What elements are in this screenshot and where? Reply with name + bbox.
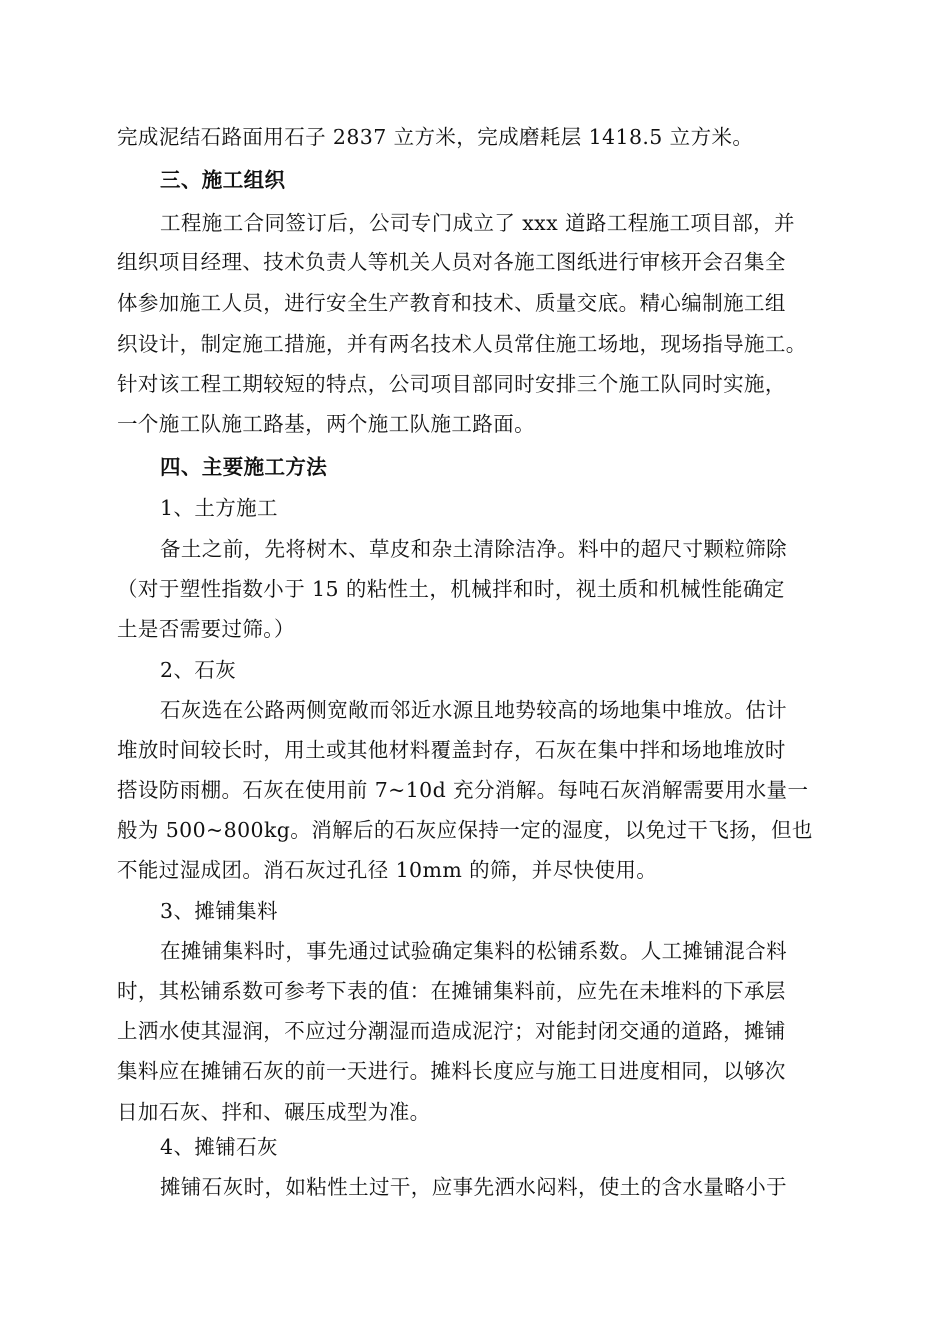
paragraph-line: （对于塑性指数小于 15 的粘性土，机械拌和时，视土质和机械性能确定 [117, 577, 785, 601]
paragraph-line: 备土之前，先将树木、草皮和杂土清除洁净。料中的超尺寸颗粒筛除 [160, 537, 787, 561]
paragraph-line: 工程施工合同签订后，公司专门成立了 xxx 道路工程施工项目部，并 [160, 211, 795, 235]
paragraph-line: 上洒水使其湿润，不应过分潮湿而造成泥泞；对能封闭交通的道路，摊铺 [117, 1019, 786, 1043]
paragraph-line: 石灰选在公路两侧宽敞而邻近水源且地势较高的场地集中堆放。估计 [160, 698, 787, 722]
paragraph-line: 集料应在摊铺石灰的前一天进行。摊料长度应与施工日进度相同，以够次 [117, 1059, 786, 1083]
paragraph-line: 摊铺石灰时，如粘性土过干，应事先洒水闷料，使土的含水量略小于 [160, 1175, 787, 1199]
paragraph-line: 搭设防雨棚。石灰在使用前 7~10d 充分消解。每吨石灰消解需要用水量一 [117, 778, 809, 802]
paragraph-line: 织设计，制定施工措施，并有两名技术人员常住施工场地，现场指导施工。 [117, 332, 807, 356]
subsection-heading: 4、摊铺石灰 [160, 1135, 278, 1159]
paragraph-line: 完成泥结石路面用石子 2837 立方米，完成磨耗层 1418.5 立方米。 [117, 125, 754, 149]
paragraph-line: 一个施工队施工路基，两个施工队施工路面。 [117, 412, 535, 436]
paragraph-line: 日加石灰、拌和、碾压成型为准。 [117, 1100, 431, 1124]
paragraph-line: 针对该工程工期较短的特点，公司项目部同时安排三个施工队同时实施， [117, 372, 786, 396]
subsection-heading: 3、摊铺集料 [160, 899, 278, 923]
section-heading: 三、施工组织 [160, 168, 286, 192]
paragraph-line: 体参加施工人员，进行安全生产教育和技术、质量交底。精心编制施工组 [117, 291, 786, 315]
paragraph-line: 时，其松铺系数可参考下表的值：在摊铺集料前，应先在未堆料的下承层 [117, 979, 786, 1003]
paragraph-line: 组织项目经理、技术负责人等机关人员对各施工图纸进行审核开会召集全 [117, 250, 786, 274]
paragraph-line: 堆放时间较长时，用土或其他材料覆盖封存，石灰在集中拌和场地堆放时 [117, 738, 786, 762]
paragraph-line: 般为 500~800kg。消解后的石灰应保持一定的湿度，以免过干飞扬，但也 [117, 818, 813, 842]
paragraph-line: 不能过湿成团。消石灰过孔径 10mm 的筛，并尽快使用。 [117, 858, 658, 882]
paragraph-line: 在摊铺集料时，事先通过试验确定集料的松铺系数。人工摊铺混合料 [160, 939, 787, 963]
section-heading: 四、主要施工方法 [160, 455, 328, 479]
subsection-heading: 1、土方施工 [160, 496, 278, 520]
paragraph-line: 土是否需要过筛。） [117, 617, 295, 641]
subsection-heading: 2、石灰 [160, 658, 237, 682]
